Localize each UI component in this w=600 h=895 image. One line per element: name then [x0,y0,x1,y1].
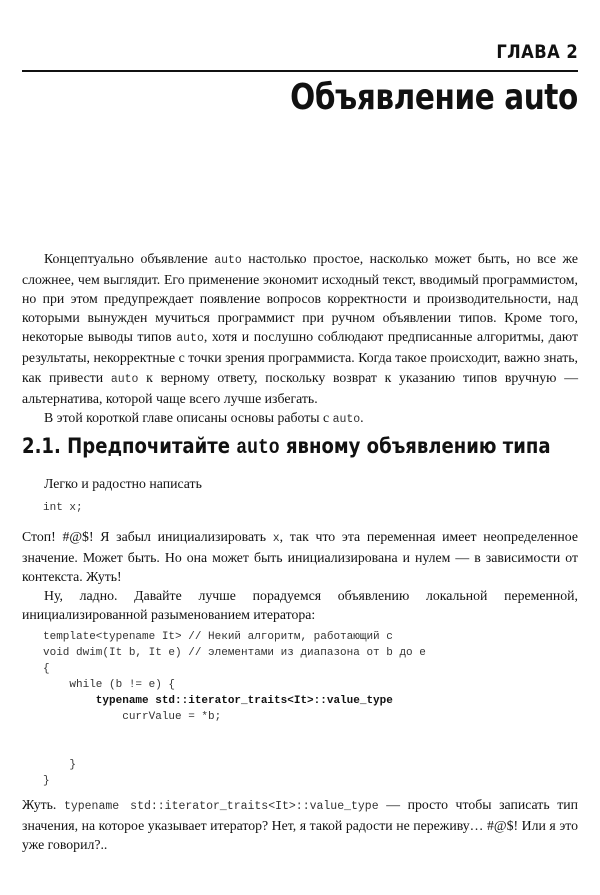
inline-code: auto [176,332,204,346]
code-line: template<typename It> // Некий алгоритм, работающий с [43,631,393,643]
section-title-code: auto [236,437,280,460]
chapter-label: ГЛАВА 2 [496,41,578,63]
code-line [43,725,426,741]
inline-code: auto [214,254,242,267]
code-line: } [43,775,50,787]
code-line: } [43,759,77,771]
chapter-title: Объявление auto [290,77,578,118]
inline-code: auto [110,372,139,386]
code-line [43,741,426,757]
body-paragraph-6: Жуть. typename std::iterator_traits<It>::value_type — просто чтобы записать тип значения, на которое указывает итератор? Нет, я такой радости не переживу… #@$! Или я это уже говорил?.. [22,797,578,853]
body-paragraph-4: Стоп! #@$! Я забыл инициализировать x, так что эта переменная имеет неопределенное значение. Может быть. Но она может быть инициализирована и нулем — в зависимости от контекста. Жуть! [22,529,578,585]
code-block-2 [43,629,426,789]
intro-text [22,249,578,429]
section-number: 2.1. [22,434,61,458]
body-paragraph-5: Ну, ладно. Давайте лучше порадуемся объявлению локальной переменной, инициализированной разыменованием итератора: [22,588,578,623]
inline-code: typename std::iterator_traits<It>::value_type [63,800,379,813]
section-heading: 2.1. Предпочитайте auto явному объявлению типа [22,434,551,460]
code-line-highlight: typename std::iterator_traits<It>::value_type [43,695,393,707]
intro-paragraph-2: В этой короткой главе описаны основы работы с auto. [44,409,364,426]
code-line: while (b != e) { [43,679,176,691]
code-line: currValue = *b; [43,711,222,723]
inline-code: auto [332,412,361,426]
inline-code: x [272,532,280,545]
body-paragraph-3: Легко и радостно написать [44,476,202,491]
chapter-rule [22,70,578,72]
code-line: { [43,663,50,675]
code-block-1: int x; [43,502,83,514]
body-paragraphs-4-5 [22,527,578,624]
intro-paragraph: Концептуально объявление auto настолько простое, насколько может быть, но все же сложнее, чем выглядит. Его применение экономит исходный текст, вводимый программистом, но при этом предупреждает появление вопросов корректности и производительности, над которыми вынужден мучиться программист при ручном объявлении типов. Кроме того, некоторые выводы типов auto, хотя и послушно соблюдают предписанные алгоритмы, дают результаты, некорректные с точки зрения программиста. Когда такое происходит, важно знать, как привести auto к верному ответу, поскольку возврат к указанию типов вручную — альтернатива, которой чаще всего лучше избегать. [22,251,578,406]
code-line: void dwim(It b, It e) // элементами из диапазона от b до e [43,647,426,659]
